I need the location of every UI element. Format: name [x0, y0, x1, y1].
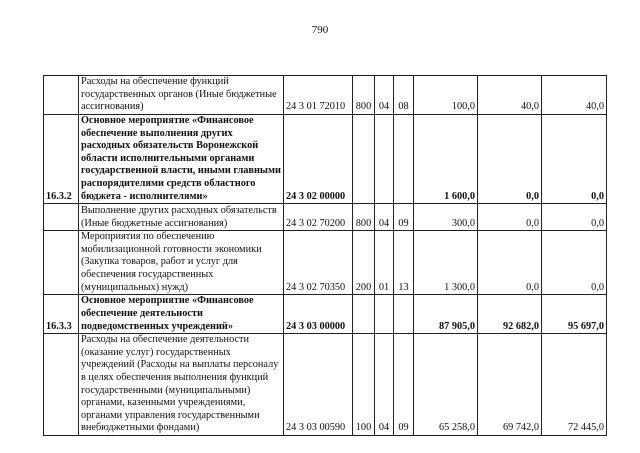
target-code: 24 3 03 00000 — [284, 295, 353, 334]
amount-year-3: 0,0 — [542, 231, 607, 295]
expense-type: 100 — [353, 334, 375, 436]
subsection-code: 09 — [394, 204, 414, 231]
table-row — [44, 204, 607, 231]
subsection-code: 08 — [394, 76, 414, 115]
amount-year-2: 0,0 — [478, 231, 542, 295]
table-row — [44, 231, 607, 295]
amount-year-3: 40,0 — [542, 76, 607, 115]
target-code: 24 3 02 70350 — [284, 231, 353, 295]
target-code: 24 3 03 00590 — [284, 334, 353, 436]
expense-type — [353, 295, 375, 334]
amount-year-1: 1 300,0 — [414, 231, 478, 295]
row-description: Мероприятия по обеспечению мобилизационной готовности экономики (Закупка товаров, работ и услуг для обеспечения государственных (муниципальных) нужд) — [79, 231, 284, 295]
expense-type: 800 — [353, 76, 375, 115]
section-code — [375, 115, 394, 204]
amount-year-3: 0,0 — [542, 115, 607, 204]
amount-year-1: 300,0 — [414, 204, 478, 231]
section-code: 04 — [375, 76, 394, 115]
row-description: Расходы на обеспечение деятельности (оказание услуг) государственных учреждений (Расходы на выплаты персоналу в целях обеспечения выполнения функций государственными (муниципальными) органами, казенными учреждениями, органами управления государственными внебюджетными фондами) — [79, 334, 284, 436]
subsection-code — [394, 115, 414, 204]
page-number: 790 — [311, 24, 329, 36]
row-description: Основное мероприятие «Финансовое обеспечение выполнения других расходных обязательств Воронежской области исполнительными органами государственной власти, иными главными распорядителями средств областного бюджета - исполнителями» — [79, 115, 284, 204]
amount-year-3: 72 445,0 — [542, 334, 607, 436]
subsection-code: 09 — [394, 334, 414, 436]
section-number — [44, 76, 79, 115]
amount-year-2: 69 742,0 — [478, 334, 542, 436]
section-number — [44, 204, 79, 231]
section-number: 16.3.3 — [44, 295, 79, 334]
section-code — [375, 295, 394, 334]
target-code: 24 3 02 70200 — [284, 204, 353, 231]
table-row — [44, 295, 607, 334]
table-row — [44, 76, 607, 115]
section-number — [44, 231, 79, 295]
section-number: 16.3.2 — [44, 115, 79, 204]
section-number — [44, 334, 79, 436]
expense-type — [353, 115, 375, 204]
amount-year-1: 65 258,0 — [414, 334, 478, 436]
amount-year-2: 0,0 — [478, 204, 542, 231]
amount-year-1: 87 905,0 — [414, 295, 478, 334]
section-code: 04 — [375, 334, 394, 436]
amount-year-3: 95 697,0 — [542, 295, 607, 334]
subsection-code: 13 — [394, 231, 414, 295]
expense-type: 200 — [353, 231, 375, 295]
table-row — [44, 334, 607, 436]
amount-year-2: 92 682,0 — [478, 295, 542, 334]
amount-year-3: 0,0 — [542, 204, 607, 231]
amount-year-2: 40,0 — [478, 76, 542, 115]
row-description: Выполнение других расходных обязательств (Иные бюджетные ассигнования) — [79, 204, 284, 231]
section-code: 04 — [375, 204, 394, 231]
amount-year-2: 0,0 — [478, 115, 542, 204]
table-row — [44, 115, 607, 204]
amount-year-1: 1 600,0 — [414, 115, 478, 204]
section-code: 01 — [375, 231, 394, 295]
subsection-code — [394, 295, 414, 334]
target-code: 24 3 02 00000 — [284, 115, 353, 204]
target-code: 24 3 01 72010 — [284, 76, 353, 115]
row-description: Расходы на обеспечение функций государственных органов (Иные бюджетные ассигнования) — [79, 76, 284, 115]
amount-year-1: 100,0 — [414, 76, 478, 115]
row-description: Основное мероприятие «Финансовое обеспечение деятельности подведомственных учреждений» — [79, 295, 284, 334]
expense-type: 800 — [353, 204, 375, 231]
budget-table — [43, 75, 607, 436]
